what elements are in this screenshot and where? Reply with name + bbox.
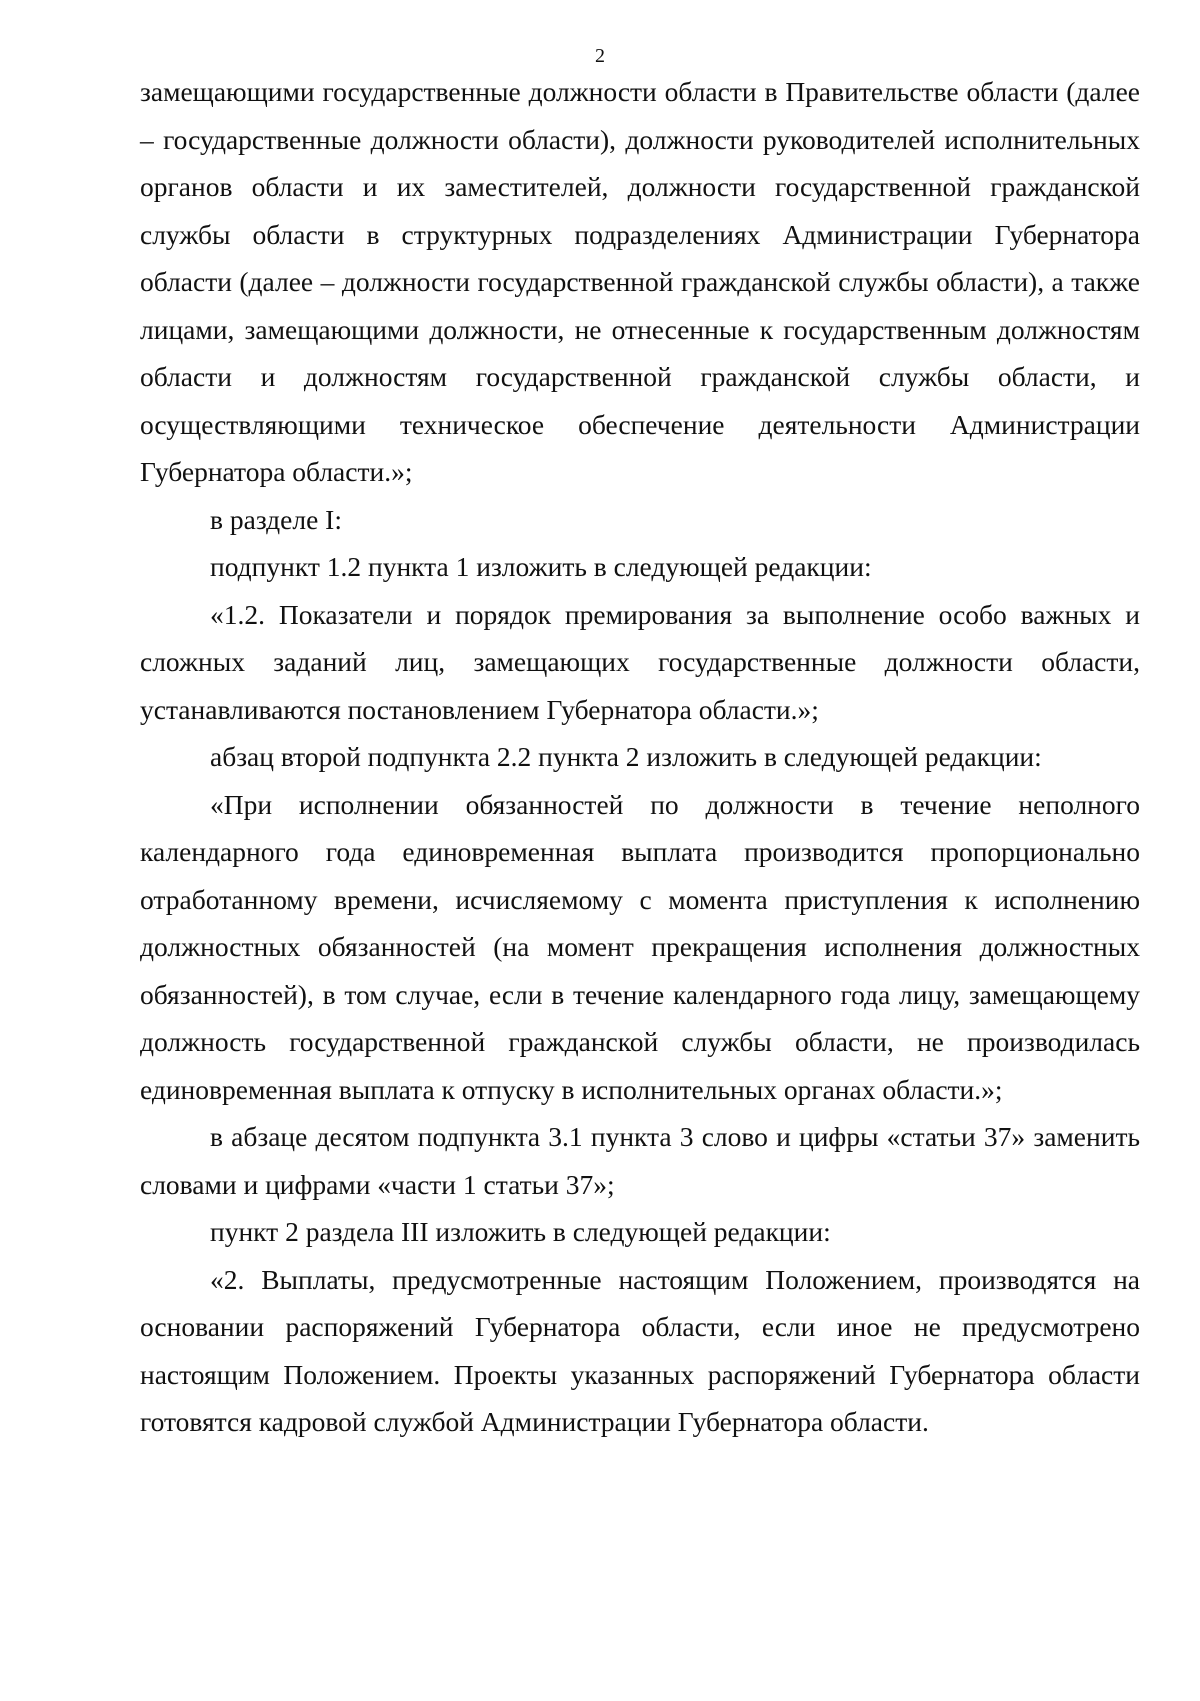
paragraph-subitem-2-2-text: «При исполнении обязанностей по должности в течение неполного календарного года единовременная выплата производится пропорционально отработанному времени, исчисляемому с момента приступления к исполнению должностных обязанностей (на момент прекращения исполнения должностных обязанностей), в том случае, если в течение календарного года лицу, замещающему должность государственной гражданской службы области, не производилась единовременная выплата к отпуску в исполнительных органах области.»;	[140, 788, 1140, 1105]
paragraph-continuation: замещающими государственные должности области в Правительстве области (далее – государственные должности области), должности руководителей исполнительных органов области и их заместителей, должности государственной гражданской службы области в структурных подразделениях Администрации Губернатора области (далее – должности государственной гражданской службы области), а также лицами, замещающими должности, не отнесенные к государственным должностям области и должностям государственной гражданской службы области, и осуществляющими техническое обеспечение деятельности Администрации Губернатора области.»;	[140, 76, 1140, 487]
page-number: 2	[595, 45, 605, 67]
paragraph-subitem-2-2-instruction: абзац второй подпункта 2.2 пункта 2 изложить в следующей редакции:	[210, 741, 1042, 772]
paragraph-subitem-1-2-instruction: подпункт 1.2 пункта 1 изложить в следующей редакции:	[210, 551, 872, 582]
paragraph-subitem-1-2-text: «1.2. Показатели и порядок премирования за выполнение особо важных и сложных заданий лиц, замещающих государственные должности области, устанавливаются постановлением Губернатора области.»;	[140, 598, 1140, 725]
paragraph-subitem-3-1-amendment: в абзаце десятом подпункта 3.1 пункта 3 слово и цифры «статьи 37» заменить словами и цифрами «части 1 статьи 37»;	[140, 1121, 1140, 1200]
paragraph-section-i: в разделе I:	[210, 503, 342, 535]
paragraph-section-iii-text: «2. Выплаты, предусмотренные настоящим Положением, производятся на основании распоряжений Губернатора области, если иное не предусмотрено настоящим Положением. Проекты указанных распоряжений Губернатора области готовятся кадровой службой Администрации Губернатора области.	[140, 1263, 1140, 1437]
paragraph-section-iii-instruction: пункт 2 раздела III изложить в следующей редакции:	[210, 1216, 831, 1247]
